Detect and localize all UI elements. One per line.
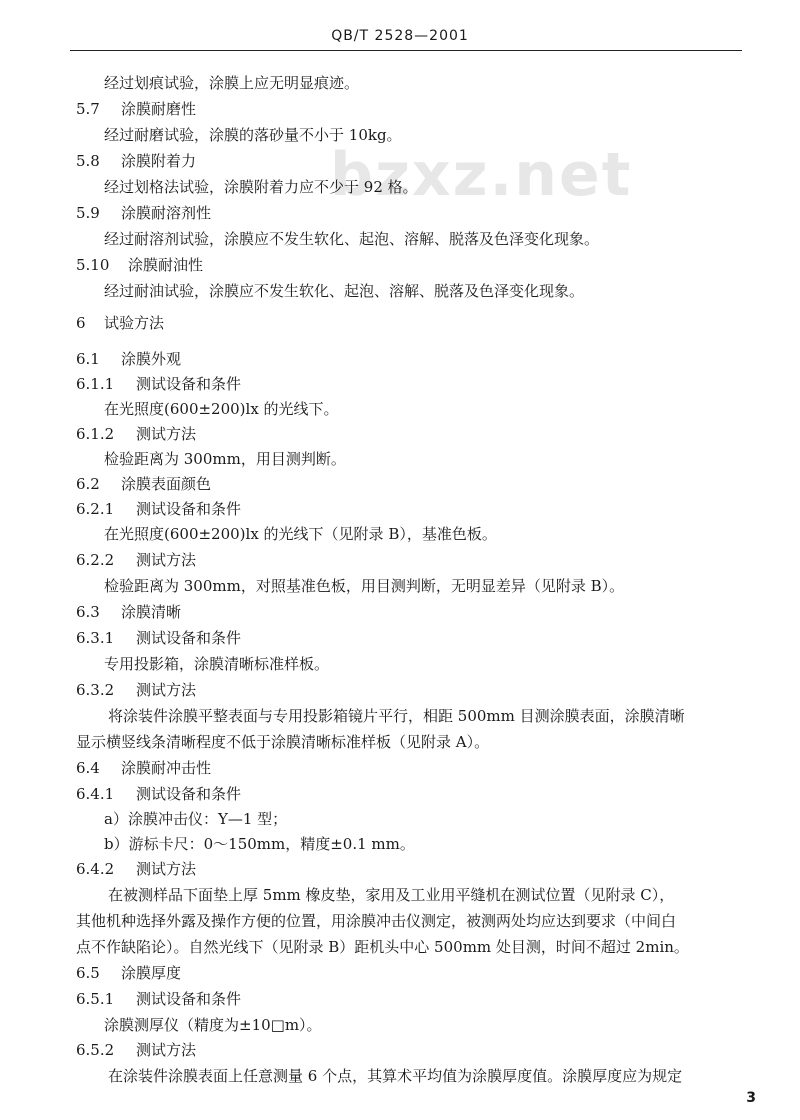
body-line <box>104 448 346 470</box>
section-heading <box>76 1039 196 1061</box>
section-number: 5.7 <box>76 100 100 118</box>
body-line <box>104 653 329 675</box>
body-line <box>104 523 497 545</box>
body-line <box>104 72 359 94</box>
line-text: 在涂装件涂膜表面上任意测量 6 个点，其算术平均值为涂膜厚度值。涂膜厚度应为规定 <box>108 1067 683 1085</box>
section-title: 试验方法 <box>104 314 165 332</box>
line-text: 显示横竖线条清晰程度不低于涂膜清晰标准样板（见附录 A）。 <box>76 733 490 751</box>
section-heading <box>76 150 196 172</box>
section-number: 6.5.1 <box>76 990 115 1008</box>
page-number: 3 <box>746 1090 756 1106</box>
section-heading <box>76 679 196 701</box>
section-title: 测试设备和条件 <box>136 629 242 647</box>
section-number: 6.5.2 <box>76 1041 115 1059</box>
line-text: 检验距离为 300mm，用目测判断。 <box>104 450 346 468</box>
body-line <box>108 1065 682 1087</box>
section-heading <box>76 783 241 805</box>
line-text: 点不作缺陷论）。自然光线下（见附录 B）距机头中心 500mm 处目测，时间不超过 2min。 <box>76 938 689 956</box>
line-text: 将涂装件涂膜平整表面与专用投影箱镜片平行，相距 500mm 目测涂膜表面，涂膜清晰 <box>108 707 685 725</box>
section-title: 测试方法 <box>136 551 197 569</box>
section-title: 涂膜耐油性 <box>128 256 204 274</box>
body-line <box>108 705 685 727</box>
section-title: 测试设备和条件 <box>136 785 242 803</box>
body-line <box>104 176 418 198</box>
section-heading <box>76 473 211 495</box>
section-heading <box>76 549 196 571</box>
section-number: 6.4 <box>76 759 100 777</box>
line-text: 经过耐磨试验，涂膜的落砂量不小于 10kg。 <box>104 126 402 144</box>
section-heading <box>76 202 211 224</box>
line-text: 涂膜测厚仪（精度为±10□m）。 <box>104 1016 322 1034</box>
section-number: 5.10 <box>76 256 110 274</box>
section-title: 测试设备和条件 <box>136 375 242 393</box>
section-heading <box>76 254 203 276</box>
line-text: 经过耐溶剂试验，涂膜应不发生软化、起泡、溶解、脱落及色泽变化现象。 <box>104 230 600 248</box>
section-title: 测试方法 <box>136 860 197 878</box>
section-heading <box>76 348 181 370</box>
section-number: 6.4.1 <box>76 785 115 803</box>
section-title: 涂膜耐冲击性 <box>121 759 212 777</box>
line-text: 检验距离为 300mm，对照基准色板，用目测判断，无明显差异（见附录 B）。 <box>104 577 625 595</box>
section-title: 涂膜清晰 <box>121 603 182 621</box>
body-line <box>104 575 624 597</box>
standard-header: QB/T 2528—2001 <box>331 28 469 44</box>
section-number: 6.2.2 <box>76 551 115 569</box>
section-heading <box>76 858 196 880</box>
section-number: 6.5 <box>76 964 100 982</box>
section-number: 5.9 <box>76 204 100 222</box>
line-text: 在光照度(600±200)lx 的光线下。 <box>104 400 339 418</box>
section-number: 6.3.1 <box>76 629 115 647</box>
line-text: a）涂膜冲击仪：Y—1 型； <box>104 810 288 828</box>
section-number: 6 <box>76 314 86 332</box>
body-line <box>76 936 689 958</box>
body-line <box>76 731 489 753</box>
section-heading <box>76 601 181 623</box>
section-title: 涂膜耐磨性 <box>121 100 197 118</box>
body-line <box>108 884 674 906</box>
line-text: 经过划格法试验，涂膜附着力应不少于 92 格。 <box>104 178 418 196</box>
section-title: 测试设备和条件 <box>136 990 242 1008</box>
section-title: 涂膜耐溶剂性 <box>121 204 212 222</box>
line-text: 专用投影箱，涂膜清晰标准样板。 <box>104 655 330 673</box>
section-heading <box>76 988 241 1010</box>
section-heading <box>76 498 241 520</box>
section-title: 测试方法 <box>136 1041 197 1059</box>
section-title: 涂膜表面颜色 <box>121 475 212 493</box>
section-title: 涂膜外观 <box>121 350 182 368</box>
section-number: 6.1.2 <box>76 425 115 443</box>
section-heading <box>76 627 241 649</box>
section-title: 测试方法 <box>136 681 197 699</box>
section-number: 6.3.2 <box>76 681 115 699</box>
section-heading <box>76 423 196 445</box>
section-heading <box>76 962 181 984</box>
section-heading <box>76 757 211 779</box>
section-title: 涂膜附着力 <box>121 152 197 170</box>
section-heading <box>76 373 241 395</box>
section-title: 涂膜厚度 <box>121 964 182 982</box>
watermark: bzxz.net <box>330 140 633 210</box>
section-number: 6.4.2 <box>76 860 115 878</box>
body-line <box>104 228 599 250</box>
section-title: 测试设备和条件 <box>136 500 242 518</box>
section-heading <box>76 98 196 120</box>
line-text: b）游标卡尺：0～150mm，精度±0.1 mm。 <box>104 835 415 853</box>
section-number: 6.1 <box>76 350 100 368</box>
section-title: 测试方法 <box>136 425 197 443</box>
body-line <box>104 280 584 302</box>
section-number: 5.8 <box>76 152 100 170</box>
section-number: 6.3 <box>76 603 100 621</box>
header-rule <box>70 50 742 51</box>
line-text: 其他机种选择外露及操作方便的位置，用涂膜冲击仪测定，被测两处均应达到要求（中间白 <box>76 912 677 930</box>
body-line <box>104 398 339 420</box>
line-text: 在被测样品下面垫上厚 5mm 橡皮垫，家用及工业用平缝机在测试位置（见附录 C）， <box>108 886 675 904</box>
section-number: 6.2.1 <box>76 500 115 518</box>
section-number: 6.1.1 <box>76 375 115 393</box>
line-text: 经过划痕试验，涂膜上应无明显痕迹。 <box>104 74 360 92</box>
body-line <box>76 910 676 932</box>
body-line <box>104 1014 322 1036</box>
body-line <box>104 808 287 830</box>
line-text: 在光照度(600±200)lx 的光线下（见附录 B），基准色板。 <box>104 525 497 543</box>
line-text: 经过耐油试验，涂膜应不发生软化、起泡、溶解、脱落及色泽变化现象。 <box>104 282 585 300</box>
section-heading <box>76 312 164 334</box>
body-line <box>104 124 402 146</box>
body-line <box>104 833 415 855</box>
section-number: 6.2 <box>76 475 100 493</box>
